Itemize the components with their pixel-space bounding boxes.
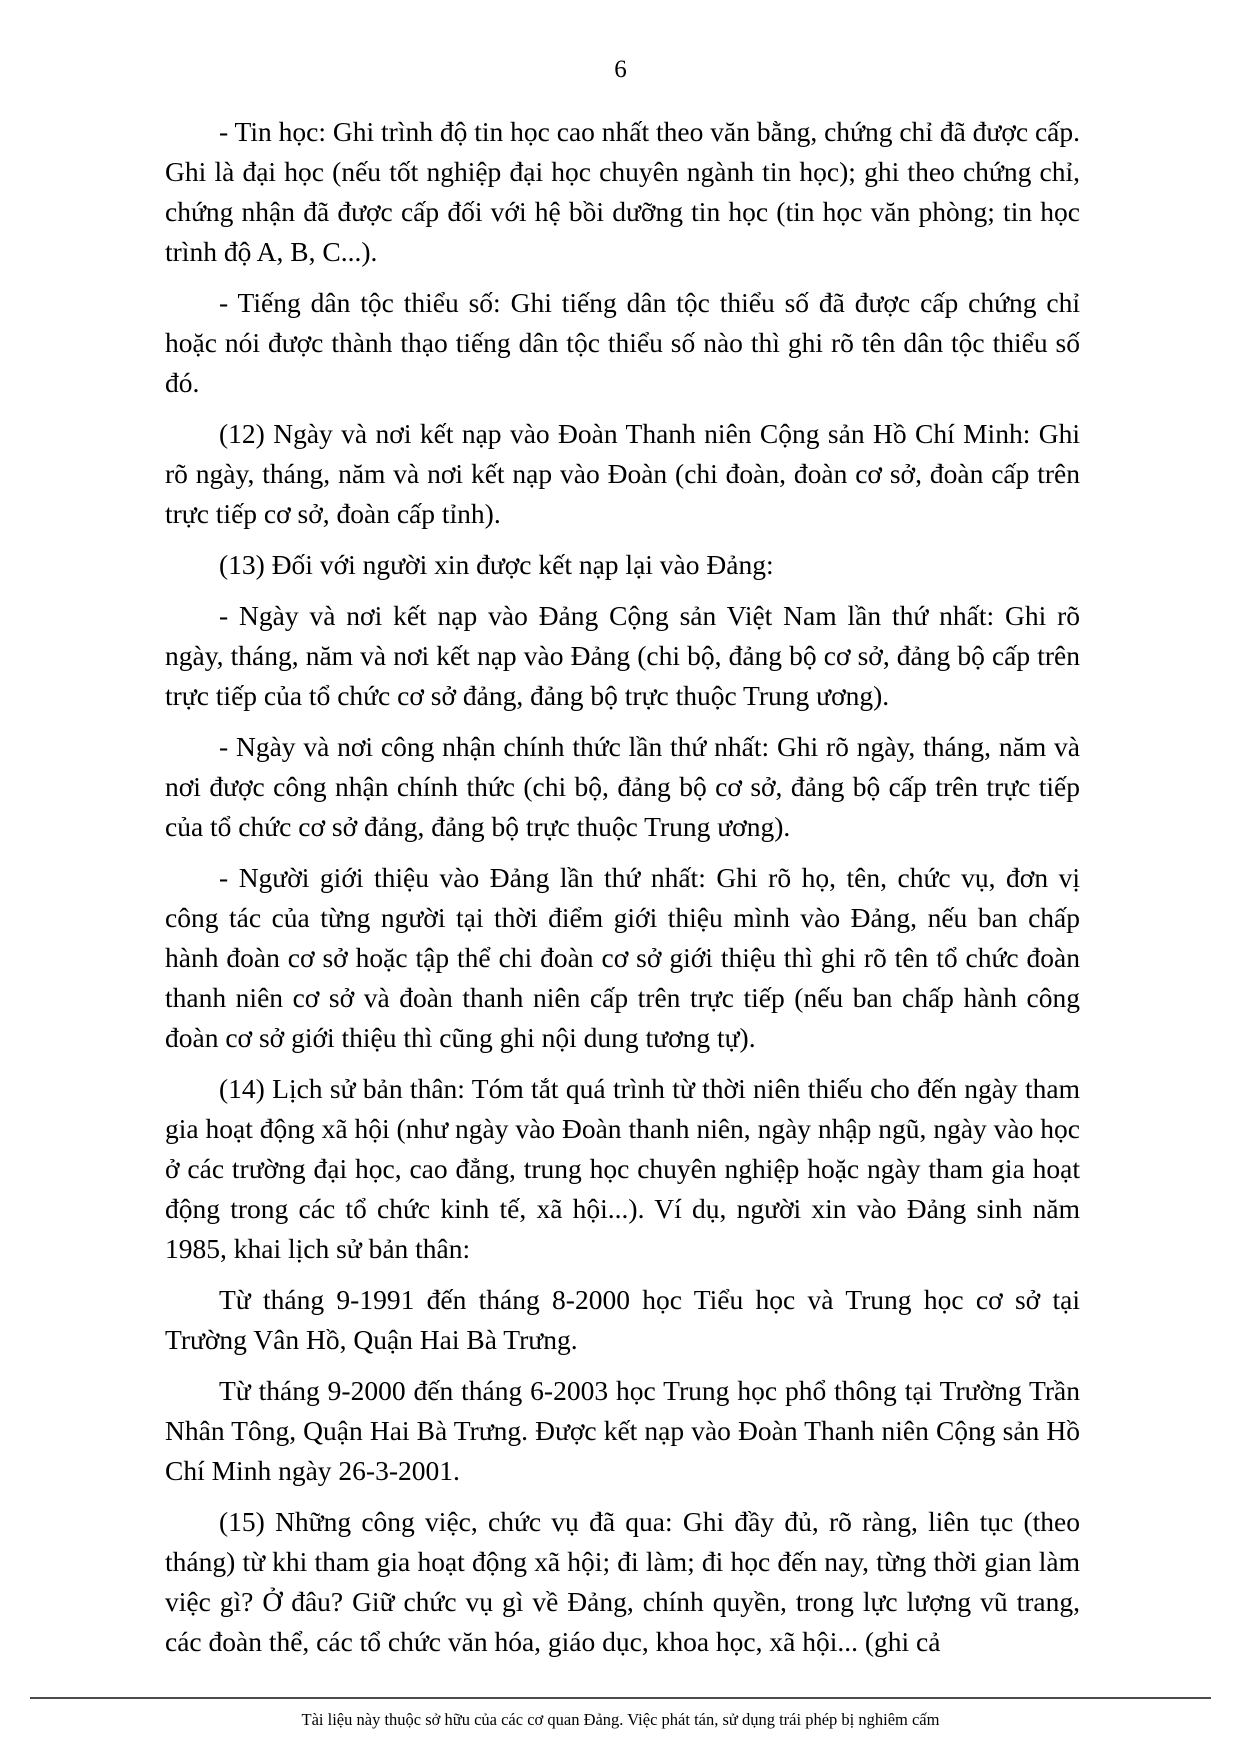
document-body <box>165 112 1080 1662</box>
paragraph: (12) Ngày và nơi kết nạp vào Đoàn Thanh niên Cộng sản Hồ Chí Minh: Ghi rõ ngày, tháng, năm và nơi kết nạp vào Đoàn (chi đoàn, đoàn cơ sở, đoàn cấp trên trực tiếp cơ sở, đoàn cấp tỉnh). <box>165 418 1080 529</box>
page-number: 6 <box>614 56 627 83</box>
paragraph: (14) Lịch sử bản thân: Tóm tắt quá trình từ thời niên thiếu cho đến ngày tham gia hoạt động xã hội (như ngày vào Đoàn thanh niên, ngày nhập ngũ, ngày vào học ở các trường đại học, cao đẳng, trung học chuyên nghiệp hoặc ngày tham gia hoạt động trong các tổ chức kinh tế, xã hội...). Ví dụ, người xin vào Đảng sinh năm 1985, khai lịch sử bản thân: <box>165 1073 1080 1264</box>
paragraph: Từ tháng 9-1991 đến tháng 8-2000 học Tiểu học và Trung học cơ sở tại Trường Vân Hồ, Quận Hai Bà Trưng. <box>165 1284 1080 1355</box>
paragraph: - Tiếng dân tộc thiểu số: Ghi tiếng dân tộc thiểu số đã được cấp chứng chỉ hoặc nói được thành thạo tiếng dân tộc thiểu số nào thì ghi rõ tên dân tộc thiểu số đó. <box>165 287 1080 398</box>
footer-notice: Tài liệu này thuộc sở hữu của các cơ quan Đảng. Việc phát tán, sử dụng trái phép bị nghiêm cấm <box>301 1710 940 1729</box>
footer-divider <box>30 1697 1211 1699</box>
paragraph: (13) Đối với người xin được kết nạp lại vào Đảng: <box>219 549 774 580</box>
paragraph: Từ tháng 9-2000 đến tháng 6-2003 học Trung học phổ thông tại Trường Trần Nhân Tông, Quận Hai Bà Trưng. Được kết nạp vào Đoàn Thanh niên Cộng sản Hồ Chí Minh ngày 26-3-2001. <box>165 1375 1080 1486</box>
paragraph: (15) Những công việc, chức vụ đã qua: Ghi đầy đủ, rõ ràng, liên tục (theo tháng) từ khi tham gia hoạt động xã hội; đi làm; đi học đến nay, từng thời gian làm việc gì? Ở đâu? Giữ chức vụ gì về Đảng, chính quyền, trong lực lượng vũ trang, các đoàn thể, các tổ chức văn hóa, giáo dục, khoa học, xã hội... (ghi cả <box>165 1506 1080 1657</box>
paragraph: - Ngày và nơi kết nạp vào Đảng Cộng sản Việt Nam lần thứ nhất: Ghi rõ ngày, tháng, năm và nơi kết nạp vào Đảng (chi bộ, đảng bộ cơ sở, đảng bộ cấp trên trực tiếp của tổ chức cơ sở đảng, đảng bộ trực thuộc Trung ương). <box>165 600 1080 711</box>
paragraph: - Ngày và nơi công nhận chính thức lần thứ nhất: Ghi rõ ngày, tháng, năm và nơi được công nhận chính thức (chi bộ, đảng bộ cơ sở, đảng bộ cấp trên trực tiếp của tổ chức cơ sở đảng, đảng bộ trực thuộc Trung ương). <box>165 731 1080 842</box>
paragraph: - Người giới thiệu vào Đảng lần thứ nhất: Ghi rõ họ, tên, chức vụ, đơn vị công tác của từng người tại thời điểm giới thiệu mình vào Đảng, nếu ban chấp hành đoàn cơ sở hoặc tập thể chi đoàn cơ sở giới thiệu thì ghi rõ tên tổ chức đoàn thanh niên cơ sở và đoàn thanh niên cấp trên trực tiếp (nếu ban chấp hành công đoàn cơ sở giới thiệu thì cũng ghi nội dung tương tự). <box>165 862 1080 1053</box>
paragraph: - Tin học: Ghi trình độ tin học cao nhất theo văn bằng, chứng chỉ đã được cấp. Ghi là đại học (nếu tốt nghiệp đại học chuyên ngành tin học); ghi theo chứng chỉ, chứng nhận đã được cấp đối với hệ bồi dưỡng tin học (tin học văn phòng; tin học trình độ A, B, C...). <box>165 116 1080 267</box>
